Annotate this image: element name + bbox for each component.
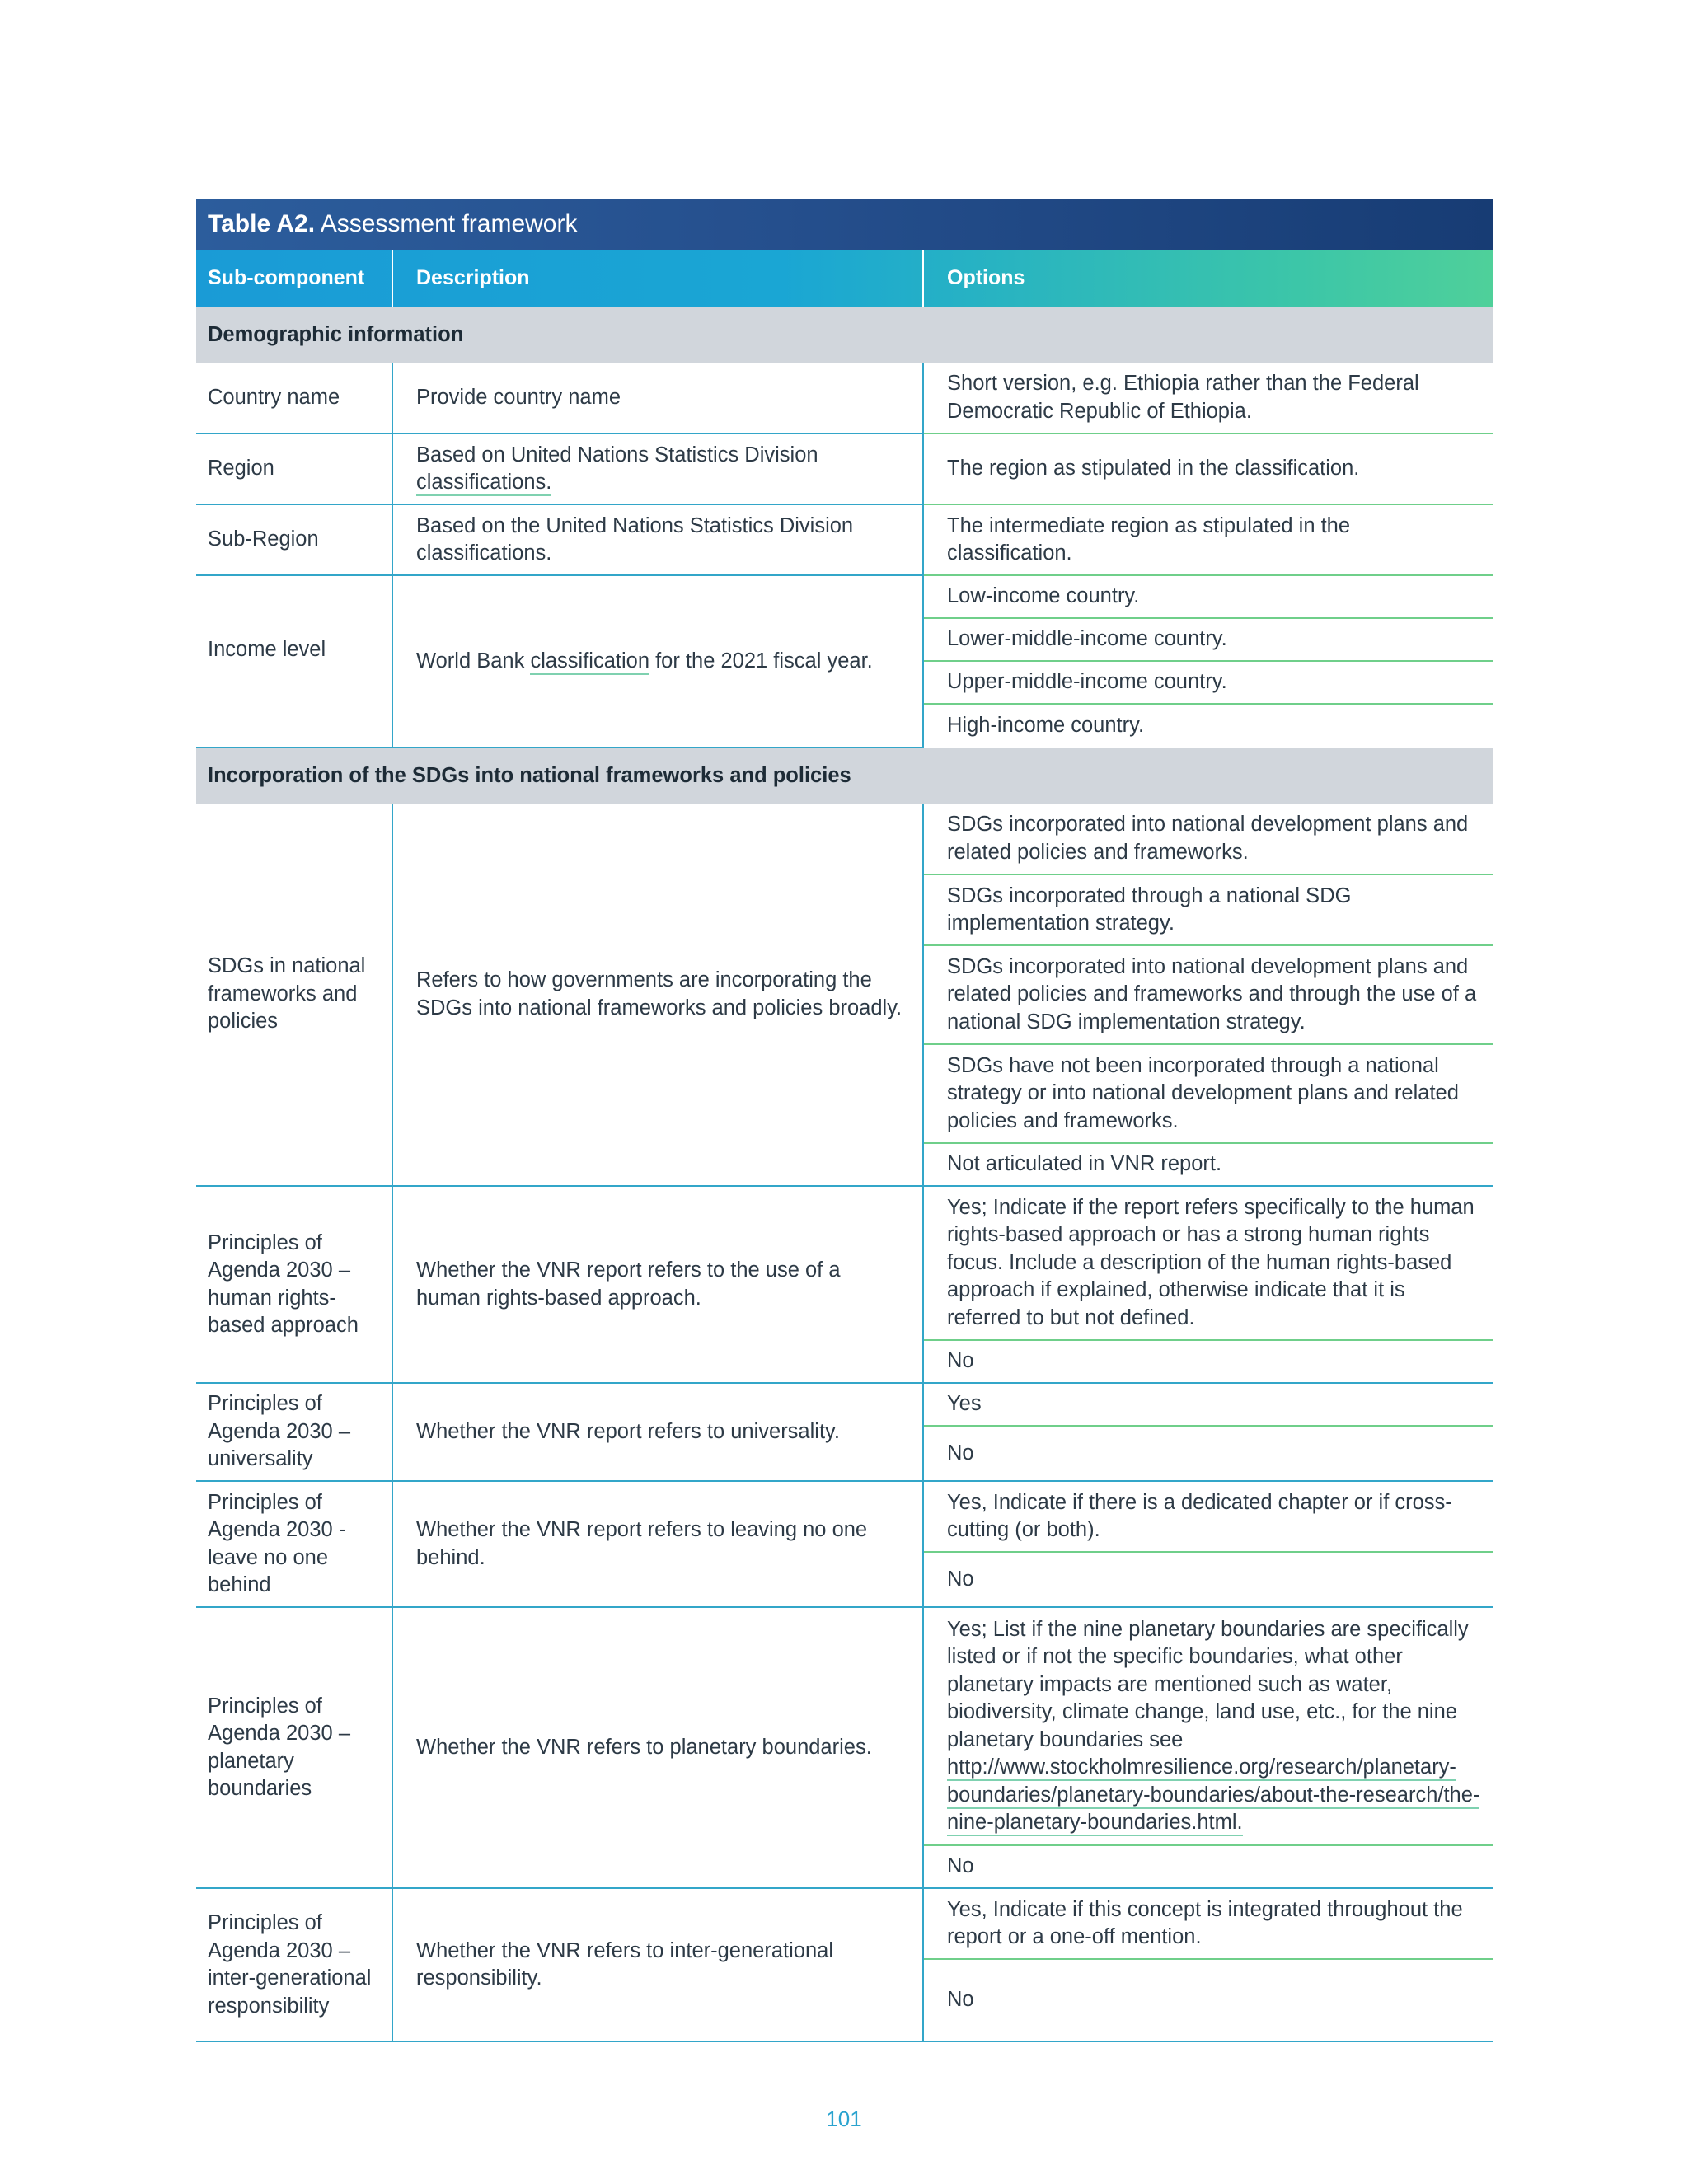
classification-link[interactable]: classification bbox=[530, 649, 649, 675]
option-cell: No bbox=[923, 1959, 1493, 2041]
planetary-boundaries-link[interactable]: http://www.stockholmresilience.org/research/planetary-boundaries/planetary-boundaries/about-the-research/the-nine-planetary-boundaries.html. bbox=[947, 1755, 1479, 1836]
option-cell: The intermediate region as stipulated in the classification. bbox=[923, 504, 1493, 575]
description-cell: Whether the VNR report refers to universality. bbox=[392, 1383, 923, 1481]
description-cell: Based on the United Nations Statistics Division classifications. bbox=[392, 504, 923, 575]
option-cell: Upper-middle-income country. bbox=[923, 661, 1493, 704]
table-row bbox=[196, 804, 1493, 874]
description-cell: Whether the VNR report refers to the use of a human rights-based approach. bbox=[392, 1186, 923, 1383]
option-cell: No bbox=[923, 1426, 1493, 1481]
table-row bbox=[196, 1186, 1493, 1340]
option-cell: No bbox=[923, 1845, 1493, 1888]
description-text: Based on United Nations Statistics Division bbox=[416, 443, 818, 466]
description-text: World Bank bbox=[416, 649, 525, 673]
table-title-row bbox=[196, 199, 1493, 250]
description-cell bbox=[392, 575, 923, 748]
option-cell: Yes, Indicate if this concept is integrated throughout the report or a one-off mention. bbox=[923, 1888, 1493, 1959]
table-row bbox=[196, 1383, 1493, 1426]
sub-component-cell: Principles of Agenda 2030 - leave no one behind bbox=[196, 1481, 392, 1607]
option-cell: SDGs have not been incorporated through a national strategy or into national development plans and related policies and frameworks. bbox=[923, 1044, 1493, 1143]
sub-component-cell: Principles of Agenda 2030 – universality bbox=[196, 1383, 392, 1481]
description-cell: Whether the VNR report refers to leaving no one behind. bbox=[392, 1481, 923, 1607]
table-row bbox=[196, 1607, 1493, 1845]
assessment-framework-table bbox=[196, 199, 1493, 2042]
table-row bbox=[196, 1481, 1493, 1552]
table-title-text: Assessment framework bbox=[320, 210, 578, 238]
description-cell: Whether the VNR refers to planetary boundaries. bbox=[392, 1607, 923, 1888]
table-row bbox=[196, 363, 1493, 434]
header-options: Options bbox=[923, 250, 1493, 307]
header-description: Description bbox=[392, 250, 923, 307]
section-title-demographic: Demographic information bbox=[196, 307, 1493, 363]
sub-component-cell: SDGs in national frameworks and policies bbox=[196, 804, 392, 1186]
classifications-link[interactable]: classifications. bbox=[416, 471, 551, 496]
table-title bbox=[196, 199, 1493, 250]
section-title-sdgs: Incorporation of the SDGs into national frameworks and policies bbox=[196, 748, 1493, 804]
sub-component-cell: Country name bbox=[196, 363, 392, 434]
option-cell: The region as stipulated in the classification. bbox=[923, 434, 1493, 504]
header-sub-component: Sub-component bbox=[208, 266, 365, 290]
sub-component-cell: Sub-Region bbox=[196, 504, 392, 575]
option-cell: Short version, e.g. Ethiopia rather than the Federal Democratic Republic of Ethiopia. bbox=[923, 363, 1493, 434]
option-cell: High-income country. bbox=[947, 714, 1145, 738]
option-cell: Yes bbox=[923, 1383, 1493, 1426]
table-row bbox=[196, 504, 1493, 575]
description-cell: Whether the VNR refers to inter-generational responsibility. bbox=[392, 1888, 923, 2041]
option-cell: SDGs incorporated through a national SDG implementation strategy. bbox=[923, 874, 1493, 945]
sub-component-cell: Region bbox=[196, 434, 392, 504]
description-cell bbox=[392, 434, 923, 504]
option-text: Yes; List if the nine planetary boundaries are specifically listed or if not the specific boundaries, what other planetary impacts are mentioned such as water, biodiversity, climate change, land use, etc., for the nine planetary boundaries see bbox=[947, 1617, 1469, 1751]
sub-component-cell: Income level bbox=[196, 575, 392, 748]
description-cell: Provide country name bbox=[392, 363, 923, 434]
option-cell: Not articulated in VNR report. bbox=[923, 1143, 1493, 1186]
option-cell: No bbox=[923, 1552, 1493, 1607]
option-cell: Lower-middle-income country. bbox=[923, 618, 1493, 661]
sub-component-cell: Principles of Agenda 2030 – human rights-based approach bbox=[196, 1186, 392, 1383]
section-row bbox=[196, 748, 1493, 804]
section-row bbox=[196, 307, 1493, 363]
table-header-row bbox=[196, 250, 1493, 307]
option-cell bbox=[923, 1607, 1493, 1845]
page-number: 101 bbox=[826, 2107, 862, 2131]
option-cell: Low-income country. bbox=[923, 575, 1493, 618]
option-cell: SDGs incorporated into national development plans and related policies and frameworks. bbox=[923, 804, 1493, 874]
option-cell: No bbox=[923, 1340, 1493, 1383]
description-cell: Refers to how governments are incorporating the SDGs into national frameworks and policies broadly. bbox=[392, 804, 923, 1186]
table-row bbox=[196, 575, 1493, 618]
option-cell: SDGs incorporated into national development plans and related policies and frameworks and through the use of a national SDG implementation strategy. bbox=[923, 945, 1493, 1044]
description-text: for the 2021 fiscal year. bbox=[655, 649, 873, 673]
sub-component-cell: Principles of Agenda 2030 – inter-generational responsibility bbox=[196, 1888, 392, 2041]
sub-component-cell: Principles of Agenda 2030 – planetary boundaries bbox=[196, 1607, 392, 1888]
option-cell: Yes, Indicate if there is a dedicated chapter or if cross-cutting (or both). bbox=[923, 1481, 1493, 1552]
table-title-label: Table A2. bbox=[208, 210, 316, 238]
table-row bbox=[196, 434, 1493, 504]
option-cell: Yes; Indicate if the report refers specifically to the human rights-based approach or has a strong human rights focus. Include a description of the human rights-based approach if explained, otherwise indicate that it is referred to but not defined. bbox=[923, 1186, 1493, 1340]
table-row bbox=[196, 1888, 1493, 1959]
